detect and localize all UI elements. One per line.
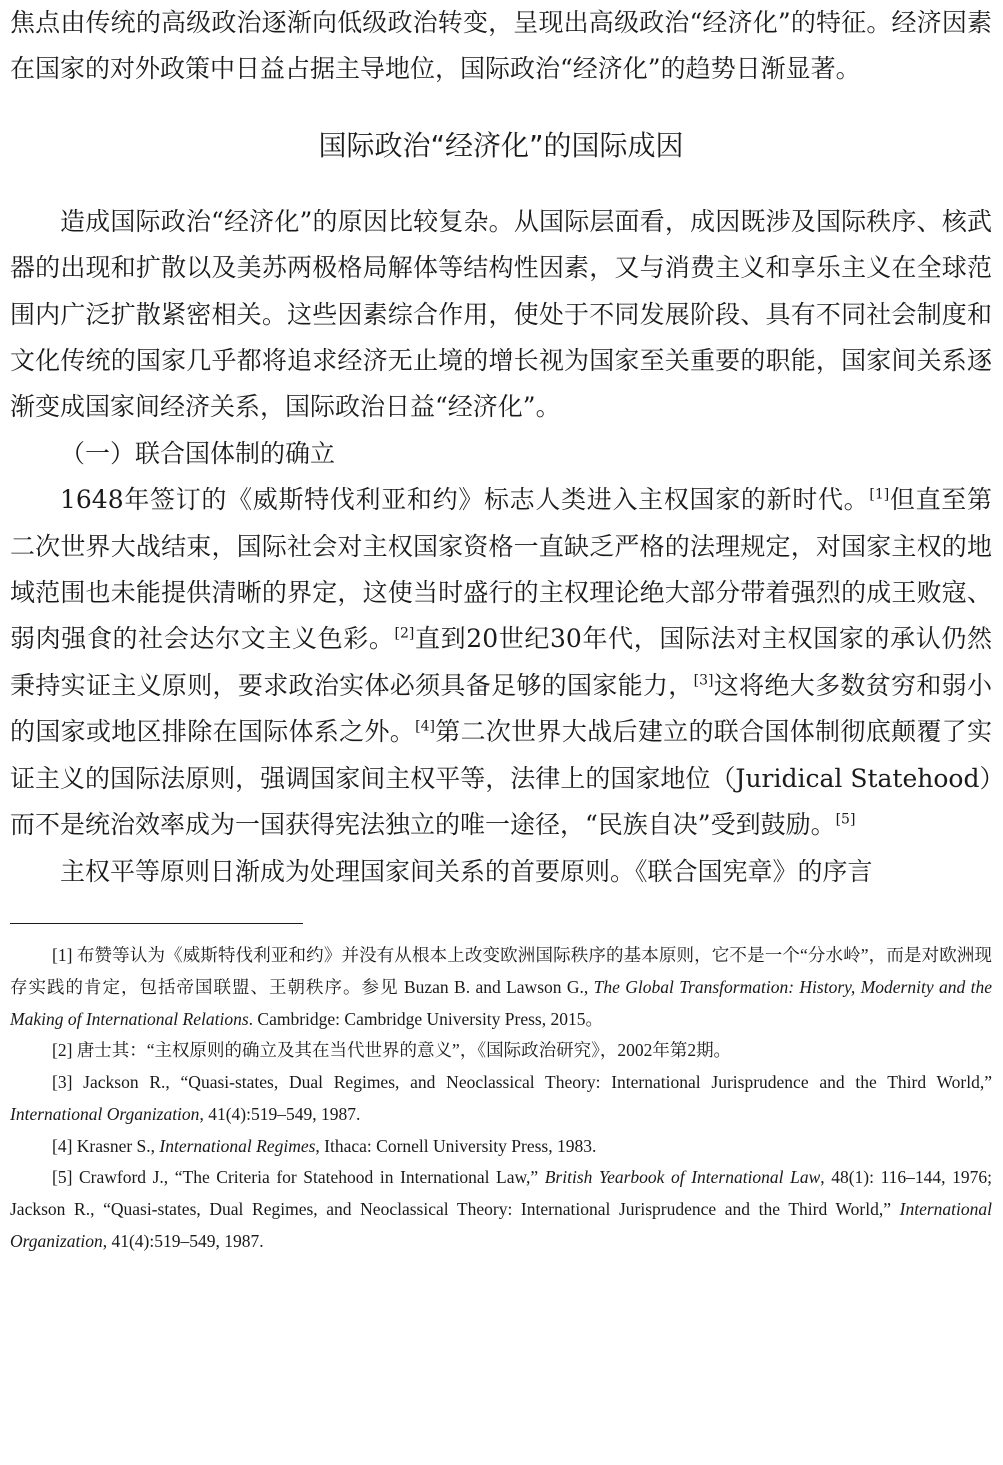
footnote-ref-4[interactable]: [4] — [415, 718, 435, 735]
footnote-journal-title: International Organization — [10, 1199, 992, 1252]
footnote-text: [5] Crawford J., “The Criteria for Statehood in International Law,” — [52, 1167, 545, 1188]
footnote-text: , Ithaca: Cornell University Press, 1983. — [315, 1135, 597, 1156]
paragraph-sovereignty — [10, 477, 992, 848]
text-segment: 直到20世纪30年代，国际法对主权国家的承认仍然秉持实证主义原则，要求政治实体必须具备足够的国家能力， — [10, 624, 992, 700]
footnote-2 — [10, 1035, 992, 1067]
footnote-3 — [10, 1067, 992, 1131]
footnote-ref-3[interactable]: [3] — [693, 672, 714, 689]
footnote-ref-1[interactable]: [1] — [869, 486, 890, 503]
footnote-text: . Cambridge: Cambridge University Press, 2015。 — [248, 1008, 603, 1029]
text-segment: 这将绝大多数贫穷和弱小的国家或地区排除在国际体系之外。 — [10, 670, 992, 747]
footnote-divider — [10, 923, 303, 924]
footnote-text: [4] Krasner S., — [52, 1135, 160, 1156]
footnote-4 — [10, 1131, 992, 1163]
footnote-book-title: The Global Transformation: History, Modernity and the Making of International Relations — [10, 976, 992, 1029]
text-segment: 但直至第二次世界大战结束，国际社会对主权国家资格一直缺乏严格的法理规定，对国家主权的地域范围也未能提供清晰的界定，这使当时盛行的主权理论绝大部分带着强烈的成王败寇、弱肉强食的社会达尔文主义色彩。 — [10, 485, 992, 654]
subheading-un-system: （一）联合国体制的确立 — [60, 438, 336, 468]
footnote-ref-5[interactable]: [5] — [835, 811, 856, 828]
footnote-text: [3] Jackson R., “Quasi-states, Dual Regimes, and Neoclassical Theory: International Jurisprudence and the Third World,” — [52, 1072, 992, 1093]
paragraph-equality: 主权平等原则日渐成为处理国家间关系的首要原则。《联合国宪章》的序言 — [60, 856, 873, 886]
footnote-journal-title: British Yearbook of International Law — [544, 1167, 821, 1188]
section-title: 国际政治“经济化”的国际成因 — [318, 128, 684, 162]
paragraph-causes: 造成国际政治“经济化”的原因比较复杂。从国际层面看，成因既涉及国际秩序、核武器的出现和扩散以及美苏两极格局解体等结构性因素，又与消费主义和享乐主义在全球范围内广泛扩散紧密相关。这些因素综合作用，使处于不同发展阶段、具有不同社会制度和文化传统的国家几乎都将追求经济无止境的增长视为国家至关重要的职能，国家间关系逐渐变成国家间经济关系，国际政治日益“经济化”。 — [10, 206, 992, 422]
footnote-text: , 41(4):519–549, 1987. — [102, 1231, 264, 1252]
footnote-journal-title: International Organization — [10, 1103, 200, 1124]
footnote-1 — [10, 940, 992, 1035]
footnote-5 — [10, 1162, 992, 1257]
footnote-text: , 48(1): 116–144, 1976; Jackson R., “Quasi-states, Dual Regimes, and Neoclassical Theory: International Jurisprudence and the Third World,” — [10, 1167, 992, 1220]
footnote-ref-2[interactable]: [2] — [394, 626, 415, 643]
text-segment: 1648年签订的《威斯特伐利亚和约》标志人类进入主权国家的新时代。 — [60, 485, 870, 515]
footnote-text: [1] 布赞等认为《威斯特伐利亚和约》并没有从根本上改变欧洲国际秩序的基本原则，它不是一个“分水岭”，而是对欧洲现存实践的肯定，包括帝国联盟、王朝秩序。参见 Buzan B. and Lawson G., — [10, 944, 992, 997]
document-page — [10, 0, 992, 1258]
footnote-text: , 41(4):519–549, 1987. — [199, 1103, 361, 1124]
footnote-book-title: International Regimes — [159, 1135, 316, 1156]
intro-paragraph: 焦点由传统的高级政治逐渐向低级政治转变，呈现出高级政治“经济化”的特征。经济因素在国家的对外政策中日益占据主导地位，国际政治“经济化”的趋势日渐显著。 — [10, 8, 992, 84]
text-segment: 第二次世界大战后建立的联合国体制彻底颠覆了实证主义的国际法原则，强调国家间主权平等，法律上的国家地位（Juridical Statehood）而不是统治效率成为一国获得宪法独立的唯一途径，“民族自决”受到鼓励。 — [10, 717, 992, 840]
footnote-text: [2] 唐士其：“主权原则的确立及其在当代世界的意义”，《国际政治研究》，2002年第2期。 — [52, 1040, 732, 1061]
